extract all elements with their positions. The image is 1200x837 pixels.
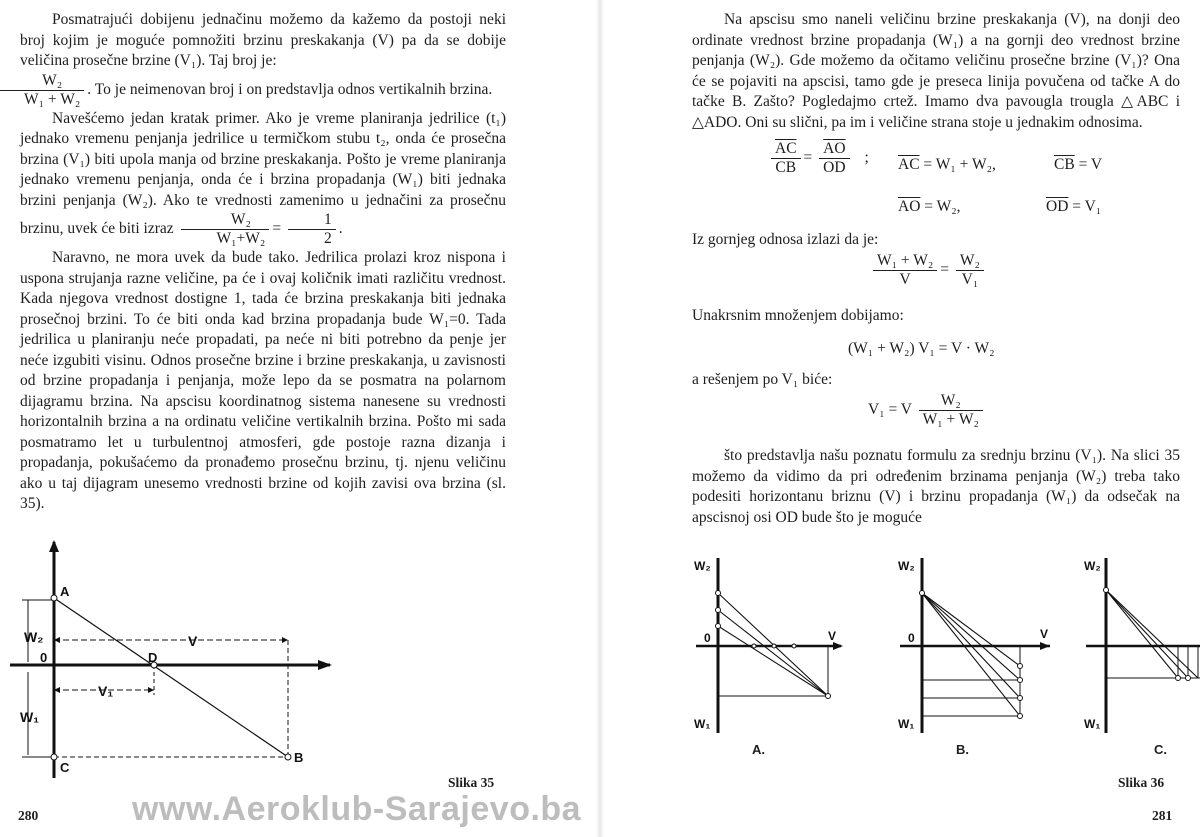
right-text-block-last — [692, 446, 1180, 528]
fig36a-label-w1: W₁ — [694, 717, 711, 731]
eq4-num: W₂ — [919, 392, 983, 411]
figure-36-b — [890, 548, 1060, 738]
fig35-line-ab — [54, 598, 288, 757]
left-p2-text: Navešćemo jedan kratak primer. Ako je vreme planiranja jedrilice (t₁) jednako vremenu penjanja jedrilice u termičkom stubu t₂, onda će prosečna brzina (V₁) biti upola manja od brzine preskakanja. Pošto je vreme planiranja jednako vremenu penjanja, onda će i brzina propadanja (W₁) biti jednaka brzini penjanja (W₂). Ako te vrednosti zamenimo u jednačini za prosečnu brzinu, uvek će biti izraz — [20, 109, 506, 238]
fig36a-label-origin: 0 — [704, 631, 711, 645]
fig35-label-origin: 0 — [40, 650, 48, 665]
half-fraction — [181, 211, 270, 248]
eq2-left-den: V — [899, 271, 911, 288]
eq2-left-num: W₁ + W₂ — [873, 252, 937, 271]
right-page — [600, 0, 1200, 837]
fig35-label-a: A — [60, 584, 70, 599]
equation-3: (W₁ + W₂) V₁ = V · W₂ — [848, 340, 995, 357]
eq2-right-num: W₂ — [956, 252, 984, 271]
fig36a-intersect-1 — [772, 644, 776, 648]
left-paragraph-3: Naravno, ne mora uvek da bude tako. Jedrilica prolazi kroz nispona i uspona strujanja razne veličine, pa će i ovaj količnik imati različitu vrednost. Kada njegova vrednost dostigne 1, tada će brzina preskakanja biti jednaka prosečnoj brzini. To će biti onda kad brzina propadanja bude W₁=0. Tada jedrilica u planiranju neće propadati, pa neće ni biti potrebno da penje jer neće izgubiti visinu. Odnos prosečne brzine i brzine preskakanja, u zavisnosti od brzine propadanja i penjanja, može lepo da se posmatra na polarnom dijagramu brzina. Na apscisu koordinatnog sistema nanesene su vrednosti horizontalnih brzina a na ordinatu veličine vertikalnih brzina. Pošto mi sada posmatramo let u turbulentnoj atmosferi, gde postoje razna dizanja i propadanja, pokušaćemo da pronađemo prosečnu brzinu, tj. njenu veličinu ako u taj dijagram unesemo vrednosti brzine od kojih zavisi ova brzina (sl. 35). — [20, 249, 506, 512]
eq-ac-label: $\overline{AC}$ — [898, 156, 920, 173]
ratio-fraction — [0, 72, 84, 109]
eq2-right-den: V₁ — [961, 271, 979, 288]
fig36c-point-a — [1104, 588, 1109, 593]
eq2-right-fraction — [956, 252, 984, 289]
fig36a-point-b — [826, 694, 831, 699]
fig36b-point-a — [920, 591, 925, 596]
right-text-solving — [692, 370, 1180, 391]
eq-ao-label: $\overline{AO}$ — [898, 198, 921, 215]
fig36b-label-v: V — [1040, 627, 1049, 641]
ratio-equals: = — [803, 149, 813, 167]
fig35-axis-arrow-up — [49, 540, 59, 552]
fig35-point-c — [51, 754, 57, 760]
eq4-fraction — [919, 392, 983, 429]
page-number-left: 280 — [18, 808, 39, 823]
half-period: . — [338, 220, 343, 238]
text-from-relation: Iz gornjeg odnosa izlazi da je: — [692, 231, 879, 248]
ratio-ac: $\overline{AC}$ — [771, 140, 801, 159]
eq-od-label: $\overline{OD}$ — [1046, 198, 1069, 215]
fig35-point-b — [285, 754, 291, 760]
fig36a-axis-arrow — [833, 642, 843, 650]
fig35-label-v1: V₁ — [98, 683, 114, 699]
text-solving: a rešenjem po V₁ biće: — [692, 371, 833, 388]
fig36c-label-w1: W₁ — [1084, 717, 1101, 731]
fig36a-intersect-2 — [752, 644, 756, 648]
eq-cb-label: $\overline{CB}$ — [1054, 156, 1075, 173]
ratio-semicolon: ; — [864, 149, 869, 167]
ratio-denominator: W₁ + W₂ — [24, 90, 81, 108]
fig35-label-d: D — [148, 650, 158, 665]
fig36-sublabel-c: C. — [1154, 742, 1167, 757]
one-half-denominator: 2 — [323, 230, 332, 247]
right-paragraph-last: što predstavlja našu poznatu formulu za srednju brzinu (V₁). Na slici 35 možemo da vidimo da pri određenim brzinama penjanja (W₂) treba tako podesiti horizontanu briznu (V) i brzinu propadanja (W₁) da odsečak na apscisnoj osi OD bude što je moguće — [692, 447, 1180, 526]
right-text-from-relation — [692, 230, 1180, 251]
fig36b-axis-arrow — [1040, 642, 1050, 650]
equation-ao — [898, 198, 961, 216]
fig36-sublabel-b: B. — [956, 742, 969, 757]
fig36a-line-2 — [718, 610, 828, 696]
fig36a-intersect-3 — [792, 644, 796, 648]
fig36b-label-origin: 0 — [908, 631, 915, 645]
right-paragraph-1: Na apscisu smo naneli veličinu brzine preskakanja (V), na donji deo ordinate vrednost brzine propadanja (W₁) a na gornji deo vrednost brzine penjanja (W₂). Gde možemo da očitamo veličinu prosečne brzine (V₁)? Ona će se pojaviti na apscisi, tamo gde je preseca linija povučena od tačke A do tačke B. Zašto? Pogledajmo crtež. Imamo dva pavougla trougla △ABC i △ADO. Oni su slični, pa im i veličine strana stoje u jednakim odnosima. — [692, 11, 1180, 131]
fig36c-point-2 — [1186, 676, 1191, 681]
equation-ac — [898, 156, 996, 174]
half-denominator: W₁+W₂ — [216, 230, 266, 247]
fig36c-point-1 — [1176, 676, 1181, 681]
equation-2 — [870, 252, 987, 289]
fig36c-line-3 — [1106, 590, 1198, 678]
equation-ratio — [768, 140, 869, 177]
ratio-od: OD — [823, 159, 846, 176]
left-paragraph-2 — [20, 109, 506, 249]
eq-ac-rhs: = W₁ + W₂, — [923, 156, 996, 173]
fig36a-label-v: V — [828, 629, 837, 643]
eq2-left-fraction — [873, 252, 937, 289]
eq4-den: W₁ + W₂ — [922, 411, 979, 428]
caption-figure-36: Slika 36 — [1118, 775, 1165, 790]
left-text-block — [20, 10, 506, 515]
fig36b-line-2 — [922, 593, 1020, 680]
page-number-right: 281 — [1152, 808, 1173, 823]
fig36-sublabel-a: A. — [752, 742, 765, 757]
watermark: www.Aeroklub-Sarajevo.ba — [132, 790, 582, 828]
fig35-label-c: C — [60, 760, 70, 775]
text-cross-mult: Unakrsnim množenjem dobijamo: — [692, 307, 904, 324]
right-text-block-1 — [692, 10, 1180, 133]
figure-36-c — [1078, 548, 1200, 738]
half-equals: = — [272, 220, 282, 238]
fig35-label-v: V — [188, 633, 198, 649]
left-p1-continuation: . To je neimenovan broj i on predstavlja odnos vertikalnih brzina. — [87, 80, 493, 98]
fig35-point-a — [51, 595, 57, 601]
fig36c-line-2 — [1106, 590, 1188, 678]
eq2-equals: = — [940, 261, 950, 279]
equation-od — [1046, 198, 1101, 216]
fig36a-line-3 — [718, 626, 828, 696]
fig36b-label-w1: W₁ — [898, 717, 915, 731]
eq4-lhs: V₁ = V — [868, 401, 912, 419]
ratio-numerator: W₂ — [0, 72, 84, 91]
equation-cb — [1054, 156, 1102, 174]
fig35-dim-v-arrow-right — [282, 637, 288, 643]
half-numerator: W₂ — [181, 211, 270, 230]
fig36c-line-1 — [1106, 590, 1178, 678]
fig36b-point-4 — [1018, 714, 1023, 719]
fig35-label-b: B — [294, 750, 304, 765]
one-half-fraction — [288, 211, 336, 248]
figure-36-a — [686, 548, 846, 738]
eq-ao-rhs: = W₂, — [924, 198, 961, 215]
right-text-cross-mult — [692, 306, 1180, 327]
ratio-ac-cb — [771, 140, 801, 177]
fig36a-point-3 — [716, 624, 721, 629]
eq-od-rhs: = V₁ — [1072, 198, 1102, 215]
fig36b-point-3 — [1018, 696, 1023, 701]
equation-4 — [868, 392, 986, 429]
fig36c-label-w2: W₂ — [1084, 559, 1101, 573]
fig36a-label-w2: W₂ — [694, 559, 711, 573]
ratio-cb: CB — [775, 159, 797, 176]
fig35-axis-arrow-right — [318, 660, 332, 670]
fig35-dim-v1-arrow-right — [148, 687, 154, 693]
fig36a-point-1 — [716, 591, 721, 596]
fig36b-point-1 — [1018, 664, 1023, 669]
fig35-label-w1: W₁ — [20, 709, 40, 725]
ratio-ao-od — [819, 140, 849, 177]
left-p1-text: Posmatrajući dobijenu jednačinu možemo da kažemo da postoji neki broj kojim je moguće pomnožiti brzinu preskakanja (V) pa da se dobije veličina prosečne brzine (V₁). Taj broj je: — [20, 11, 506, 69]
fig36b-label-w2: W₂ — [898, 559, 915, 573]
eq-cb-rhs: = V — [1078, 156, 1103, 173]
fig36a-point-2 — [716, 608, 721, 613]
fig36b-point-2 — [1018, 678, 1023, 683]
fig35-label-w2: W₂ — [24, 629, 44, 645]
one-half-numerator: 1 — [288, 211, 336, 230]
figure-35 — [10, 540, 350, 780]
caption-figure-35: Slika 35 — [448, 775, 495, 790]
left-paragraph-1 — [20, 10, 506, 109]
ratio-ao: $\overline{AO}$ — [819, 140, 849, 159]
